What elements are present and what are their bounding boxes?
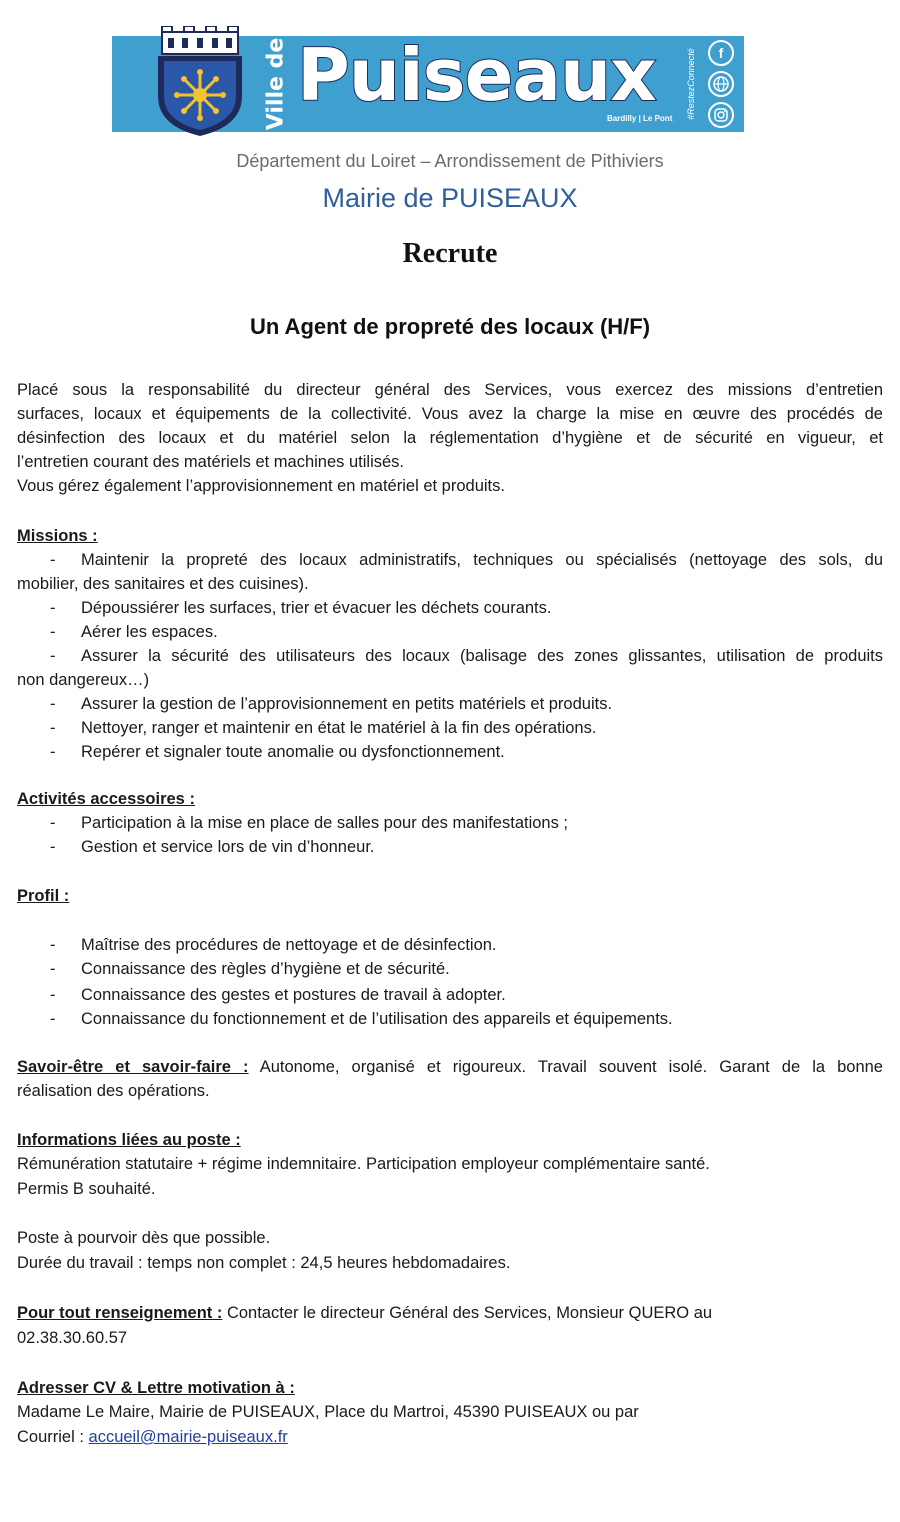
intro-line-3: désinfection des locaux et du matériel selon la réglementation d’hygiène et de sécurité en vigueur, et bbox=[17, 429, 883, 447]
missions-heading: Missions : bbox=[17, 527, 98, 545]
list-item: - Repérer et signaler toute anomalie ou dysfonctionnement. bbox=[50, 743, 505, 761]
city-logo bbox=[112, 26, 744, 138]
savoir-text: Autonome, organisé et rigoureux. Travail souvent isolé. Garant de la bonne bbox=[259, 1058, 883, 1076]
infos-heading: Informations liées au poste : bbox=[17, 1131, 241, 1149]
profil-heading: Profil : bbox=[17, 887, 70, 905]
email-link[interactable]: accueil@mairie-puiseaux.fr bbox=[88, 1428, 288, 1446]
crest-icon bbox=[146, 26, 254, 138]
intro-line-1: Placé sous la responsabilité du directeur général des Services, vous exercez des missions d’entretien bbox=[17, 381, 883, 399]
logo-ville-text: Ville de bbox=[263, 37, 289, 131]
mairie-title: Mairie de PUISEAUX bbox=[322, 183, 578, 213]
logo-hashtag: #RestezConnecté bbox=[686, 48, 696, 120]
facebook-icon: f bbox=[708, 40, 734, 66]
list-item: - Assurer la sécurité des utilisateurs des locaux (balisage des zones glissantes, utilisation de produits bbox=[50, 647, 883, 665]
infos-line-4: Durée du travail : temps non complet : 24,5 heures hebdomadaires. bbox=[17, 1254, 511, 1272]
adresse-line-1: Madame Le Maire, Mairie de PUISEAUX, Place du Martroi, 45390 PUISEAUX ou par bbox=[17, 1403, 639, 1421]
savoir-line-1 bbox=[17, 1055, 883, 1079]
intro-line-4: l’entretien courant des matériels et machines utilisés. bbox=[17, 453, 405, 471]
adresse-line-2 bbox=[17, 1425, 883, 1449]
list-item: - Participation à la mise en place de salles pour des manifestations ; bbox=[50, 814, 569, 832]
savoir-line-2: réalisation des opérations. bbox=[17, 1082, 210, 1100]
list-item: - Connaissance des règles d’hygiène et de sécurité. bbox=[50, 960, 450, 978]
list-item-continuation: mobilier, des sanitaires et des cuisines). bbox=[17, 575, 309, 593]
infos-line-2: Permis B souhaité. bbox=[17, 1180, 156, 1198]
recrute-heading: Recrute bbox=[402, 238, 498, 269]
department-line: Département du Loiret – Arrondissement de Pithiviers bbox=[236, 151, 664, 171]
contact-phone: 02.38.30.60.57 bbox=[17, 1329, 128, 1347]
contact-line-1 bbox=[17, 1301, 883, 1325]
globe-icon bbox=[708, 71, 734, 97]
list-item: - Maintenir la propreté des locaux administratifs, techniques ou spécialisés (nettoyage des sols, du bbox=[50, 551, 883, 569]
savoir-heading: Savoir-être et savoir-faire : bbox=[17, 1058, 249, 1076]
list-item: - Maîtrise des procédures de nettoyage et de désinfection. bbox=[50, 936, 497, 954]
activites-heading: Activités accessoires : bbox=[17, 790, 195, 808]
infos-line-3: Poste à pourvoir dès que possible. bbox=[17, 1229, 271, 1247]
list-item: - Aérer les espaces. bbox=[50, 623, 218, 641]
logo-band-left bbox=[112, 36, 146, 132]
intro-line-2: surfaces, locaux et équipements de la collectivité. Vous avez la charge la mise en œuvre des procédés de bbox=[17, 405, 883, 423]
list-item: - Connaissance du fonctionnement et de l’utilisation des appareils et équipements. bbox=[50, 1010, 673, 1028]
list-item: - Connaissance des gestes et postures de travail à adopter. bbox=[50, 986, 506, 1004]
intro-line-5: Vous gérez également l’approvisionnement en matériel et produits. bbox=[17, 477, 505, 495]
logo-subtitle: Bardilly | Le Pont bbox=[607, 114, 673, 123]
list-item: - Assurer la gestion de l’approvisionnement en petits matériels et produits. bbox=[50, 695, 613, 713]
list-item: - Dépoussiérer les surfaces, trier et évacuer les déchets courants. bbox=[50, 599, 552, 617]
contact-heading: Pour tout renseignement : bbox=[17, 1304, 223, 1322]
logo-city-name: Puiseaux bbox=[297, 33, 656, 117]
adresse-heading: Adresser CV & Lettre motivation à : bbox=[17, 1379, 295, 1397]
contact-text: Contacter le directeur Général des Services, Monsieur QUERO au bbox=[226, 1304, 713, 1322]
list-item-continuation: non dangereux…) bbox=[17, 671, 150, 689]
infos-line-1: Rémunération statutaire + régime indemnitaire. Participation employeur complémentaire santé. bbox=[17, 1155, 710, 1173]
instagram-icon bbox=[708, 102, 734, 128]
job-title: Un Agent de propreté des locaux (H/F) bbox=[249, 314, 651, 339]
list-item: - Gestion et service lors de vin d’honneur. bbox=[50, 838, 375, 856]
list-item: - Nettoyer, ranger et maintenir en état le matériel à la fin des opérations. bbox=[50, 719, 597, 737]
courriel-label: Courriel : bbox=[17, 1428, 89, 1446]
